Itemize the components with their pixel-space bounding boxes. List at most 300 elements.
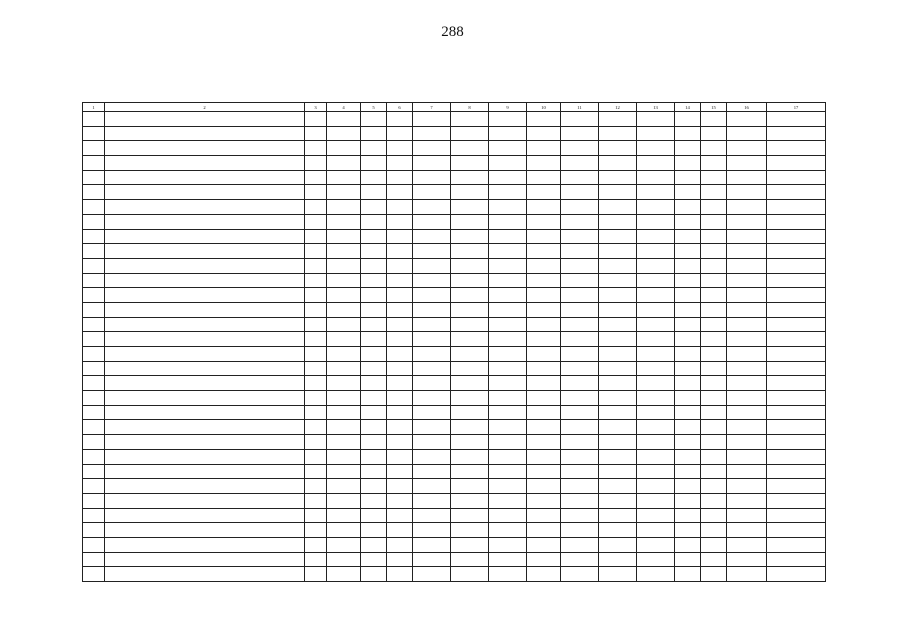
table-cell xyxy=(727,170,767,185)
table-cell xyxy=(83,361,105,376)
table-cell xyxy=(561,244,599,259)
table-cell xyxy=(489,288,527,303)
table-cell xyxy=(637,508,675,523)
table-cell xyxy=(387,126,413,141)
table-cell xyxy=(727,244,767,259)
table-cell xyxy=(83,508,105,523)
table-cell xyxy=(413,156,451,171)
table-cell xyxy=(701,479,727,494)
table-cell xyxy=(527,523,561,538)
table-cell xyxy=(387,376,413,391)
table-cell xyxy=(637,537,675,552)
table-cell xyxy=(637,347,675,362)
table-cell xyxy=(727,126,767,141)
table-cell xyxy=(361,126,387,141)
table-cell xyxy=(413,552,451,567)
table-cell xyxy=(727,405,767,420)
table-cell xyxy=(727,229,767,244)
table-cell xyxy=(527,376,561,391)
table-cell xyxy=(387,479,413,494)
table-cell xyxy=(361,273,387,288)
table-cell xyxy=(637,523,675,538)
table-row xyxy=(83,361,826,376)
table-cell xyxy=(599,567,637,582)
table-cell xyxy=(387,332,413,347)
table-cell xyxy=(305,302,327,317)
table-cell xyxy=(361,112,387,127)
table-cell xyxy=(675,200,701,215)
table-cell xyxy=(413,258,451,273)
table-cell xyxy=(413,185,451,200)
table-cell xyxy=(727,537,767,552)
table-cell xyxy=(83,435,105,450)
table-cell xyxy=(387,508,413,523)
table-cell xyxy=(701,537,727,552)
table-cell xyxy=(413,214,451,229)
table-cell xyxy=(413,347,451,362)
table-cell xyxy=(637,420,675,435)
table-cell xyxy=(527,332,561,347)
table-cell xyxy=(305,332,327,347)
table-cell xyxy=(727,156,767,171)
table-cell xyxy=(527,170,561,185)
table-cell xyxy=(361,420,387,435)
table-cell xyxy=(83,567,105,582)
table-cell xyxy=(727,449,767,464)
table-cell xyxy=(727,302,767,317)
table-cell xyxy=(675,464,701,479)
table-cell xyxy=(83,156,105,171)
table-cell xyxy=(83,552,105,567)
table-cell xyxy=(305,552,327,567)
table-cell xyxy=(387,112,413,127)
table-cell xyxy=(83,229,105,244)
table-cell xyxy=(413,435,451,450)
table-cell xyxy=(83,376,105,391)
table-cell xyxy=(599,170,637,185)
table-cell xyxy=(599,391,637,406)
table-cell xyxy=(489,567,527,582)
column-header: 15 xyxy=(701,103,727,112)
table-cell xyxy=(327,258,361,273)
table-cell xyxy=(105,405,305,420)
table-cell xyxy=(637,302,675,317)
table-cell xyxy=(451,288,489,303)
table-cell xyxy=(727,185,767,200)
table-cell xyxy=(675,567,701,582)
table-cell xyxy=(637,244,675,259)
table-cell xyxy=(767,273,826,288)
table-cell xyxy=(675,332,701,347)
table-cell xyxy=(561,391,599,406)
table-cell xyxy=(767,170,826,185)
table-cell xyxy=(387,361,413,376)
table-cell xyxy=(83,537,105,552)
table-cell xyxy=(767,493,826,508)
table-cell xyxy=(305,214,327,229)
table-cell xyxy=(561,141,599,156)
table-cell xyxy=(361,508,387,523)
table-cell xyxy=(305,288,327,303)
table-cell xyxy=(527,273,561,288)
table-cell xyxy=(327,449,361,464)
table-cell xyxy=(105,273,305,288)
table-cell xyxy=(599,537,637,552)
table-cell xyxy=(327,126,361,141)
table-cell xyxy=(413,376,451,391)
table-row xyxy=(83,376,826,391)
table-cell xyxy=(327,229,361,244)
table-cell xyxy=(327,112,361,127)
table-cell xyxy=(561,126,599,141)
table-row xyxy=(83,141,826,156)
table-row xyxy=(83,347,826,362)
table-cell xyxy=(599,435,637,450)
table-cell xyxy=(527,302,561,317)
column-header: 9 xyxy=(489,103,527,112)
table-cell xyxy=(527,200,561,215)
table-cell xyxy=(451,479,489,494)
table-cell xyxy=(305,273,327,288)
table-cell xyxy=(305,435,327,450)
table-cell xyxy=(675,126,701,141)
table-cell xyxy=(327,141,361,156)
table-cell xyxy=(727,567,767,582)
table-cell xyxy=(451,567,489,582)
table-cell xyxy=(727,273,767,288)
table-cell xyxy=(451,347,489,362)
table-cell xyxy=(599,317,637,332)
table-cell xyxy=(637,405,675,420)
table-cell xyxy=(599,332,637,347)
table-cell xyxy=(675,170,701,185)
table-cell xyxy=(489,214,527,229)
table-cell xyxy=(387,288,413,303)
table-cell xyxy=(305,361,327,376)
table-cell xyxy=(767,449,826,464)
table-cell xyxy=(105,126,305,141)
table-cell xyxy=(727,435,767,450)
table-cell xyxy=(83,185,105,200)
table-cell xyxy=(767,141,826,156)
table-cell xyxy=(105,302,305,317)
table-cell xyxy=(305,317,327,332)
table-cell xyxy=(387,200,413,215)
table-cell xyxy=(701,347,727,362)
table-cell xyxy=(599,244,637,259)
table-cell xyxy=(361,391,387,406)
table-cell xyxy=(105,391,305,406)
table-cell xyxy=(675,405,701,420)
table-cell xyxy=(361,361,387,376)
table-cell xyxy=(489,302,527,317)
table-cell xyxy=(767,112,826,127)
table-cell xyxy=(527,405,561,420)
table-row xyxy=(83,435,826,450)
table-cell xyxy=(451,258,489,273)
table-cell xyxy=(105,537,305,552)
table-cell xyxy=(305,537,327,552)
table-row xyxy=(83,126,826,141)
table-cell xyxy=(599,288,637,303)
column-header: 7 xyxy=(413,103,451,112)
table-cell xyxy=(489,126,527,141)
table-cell xyxy=(701,185,727,200)
table-cell xyxy=(451,537,489,552)
table-cell xyxy=(701,112,727,127)
table-cell xyxy=(599,449,637,464)
table-cell xyxy=(327,405,361,420)
table-cell xyxy=(327,361,361,376)
table-cell xyxy=(361,347,387,362)
table-cell xyxy=(527,508,561,523)
table-cell xyxy=(637,156,675,171)
table-cell xyxy=(489,141,527,156)
table-cell xyxy=(675,185,701,200)
table-cell xyxy=(701,302,727,317)
table-row xyxy=(83,479,826,494)
table-cell xyxy=(675,493,701,508)
table-cell xyxy=(387,567,413,582)
table-cell xyxy=(489,170,527,185)
table-row xyxy=(83,552,826,567)
table-cell xyxy=(361,156,387,171)
table-cell xyxy=(489,273,527,288)
table-cell xyxy=(727,361,767,376)
table-cell xyxy=(727,508,767,523)
table-cell xyxy=(727,552,767,567)
table-cell xyxy=(305,464,327,479)
table-cell xyxy=(489,376,527,391)
table-cell xyxy=(451,361,489,376)
table-cell xyxy=(305,170,327,185)
table-cell xyxy=(327,288,361,303)
table-cell xyxy=(105,508,305,523)
table-cell xyxy=(489,258,527,273)
table-cell xyxy=(305,523,327,538)
table-cell xyxy=(527,361,561,376)
table-cell xyxy=(637,200,675,215)
table-cell xyxy=(105,214,305,229)
table-cell xyxy=(599,156,637,171)
table-cell xyxy=(451,126,489,141)
table-cell xyxy=(561,302,599,317)
table-cell xyxy=(305,156,327,171)
table-cell xyxy=(727,332,767,347)
table-cell xyxy=(361,567,387,582)
table-cell xyxy=(489,449,527,464)
table-cell xyxy=(701,552,727,567)
table-cell xyxy=(327,273,361,288)
table-cell xyxy=(561,214,599,229)
table-cell xyxy=(327,214,361,229)
table-cell xyxy=(561,523,599,538)
table-cell xyxy=(451,449,489,464)
table-cell xyxy=(727,493,767,508)
table-cell xyxy=(327,508,361,523)
table-cell xyxy=(105,552,305,567)
table-cell xyxy=(361,523,387,538)
table-cell xyxy=(327,391,361,406)
table-cell xyxy=(83,449,105,464)
table-cell xyxy=(451,391,489,406)
table-cell xyxy=(413,141,451,156)
table-cell xyxy=(527,317,561,332)
table-cell xyxy=(489,361,527,376)
table-cell xyxy=(527,185,561,200)
table-cell xyxy=(489,317,527,332)
table-cell xyxy=(305,258,327,273)
table-cell xyxy=(451,214,489,229)
table-cell xyxy=(527,214,561,229)
table-cell xyxy=(361,317,387,332)
table-cell xyxy=(83,420,105,435)
table-cell xyxy=(451,523,489,538)
table-header-row xyxy=(83,103,826,112)
table-cell xyxy=(527,156,561,171)
table-cell xyxy=(387,273,413,288)
table-cell xyxy=(451,170,489,185)
table-cell xyxy=(561,493,599,508)
table-cell xyxy=(387,449,413,464)
table-cell xyxy=(527,258,561,273)
table-cell xyxy=(105,229,305,244)
table-cell xyxy=(327,552,361,567)
table-cell xyxy=(83,391,105,406)
data-table xyxy=(82,102,826,582)
table-cell xyxy=(327,435,361,450)
table-cell xyxy=(327,332,361,347)
table-cell xyxy=(489,464,527,479)
table-cell xyxy=(675,302,701,317)
table-cell xyxy=(767,126,826,141)
table-cell xyxy=(561,479,599,494)
table-cell xyxy=(83,479,105,494)
table-cell xyxy=(637,567,675,582)
table-cell xyxy=(675,258,701,273)
table-cell xyxy=(561,200,599,215)
table-cell xyxy=(327,244,361,259)
table-cell xyxy=(305,567,327,582)
table-cell xyxy=(767,420,826,435)
table-cell xyxy=(105,523,305,538)
table-cell xyxy=(387,170,413,185)
table-cell xyxy=(701,141,727,156)
table-cell xyxy=(361,464,387,479)
table-cell xyxy=(387,244,413,259)
table-cell xyxy=(561,376,599,391)
table-cell xyxy=(83,258,105,273)
table-cell xyxy=(361,288,387,303)
table-cell xyxy=(675,156,701,171)
table-cell xyxy=(105,258,305,273)
table-cell xyxy=(305,449,327,464)
table-cell xyxy=(489,479,527,494)
table-cell xyxy=(305,185,327,200)
table-cell xyxy=(327,567,361,582)
table-cell xyxy=(527,288,561,303)
table-cell xyxy=(413,449,451,464)
table-cell xyxy=(637,317,675,332)
table-cell xyxy=(413,229,451,244)
table-cell xyxy=(675,361,701,376)
table-row xyxy=(83,317,826,332)
table-cell xyxy=(305,200,327,215)
table-cell xyxy=(305,229,327,244)
table-row xyxy=(83,508,826,523)
table-cell xyxy=(599,258,637,273)
table-cell xyxy=(361,479,387,494)
column-header: 13 xyxy=(637,103,675,112)
table-cell xyxy=(105,332,305,347)
table-cell xyxy=(387,420,413,435)
table-cell xyxy=(413,273,451,288)
table-cell xyxy=(413,464,451,479)
table-cell xyxy=(701,332,727,347)
table-cell xyxy=(561,405,599,420)
table-cell xyxy=(767,552,826,567)
table-cell xyxy=(451,302,489,317)
table-cell xyxy=(599,126,637,141)
table-cell xyxy=(413,493,451,508)
table-cell xyxy=(561,185,599,200)
table-cell xyxy=(675,449,701,464)
table-cell xyxy=(413,302,451,317)
table-cell xyxy=(727,391,767,406)
table-row xyxy=(83,523,826,538)
table-cell xyxy=(599,112,637,127)
table-cell xyxy=(413,361,451,376)
table-cell xyxy=(105,288,305,303)
table-cell xyxy=(413,479,451,494)
table-cell xyxy=(675,288,701,303)
table-cell xyxy=(361,405,387,420)
table-cell xyxy=(83,493,105,508)
table-cell xyxy=(387,347,413,362)
table-cell xyxy=(305,112,327,127)
table-cell xyxy=(451,112,489,127)
table-cell xyxy=(675,214,701,229)
table-row xyxy=(83,170,826,185)
table-cell xyxy=(361,332,387,347)
table-cell xyxy=(527,229,561,244)
table-cell xyxy=(105,347,305,362)
table-cell xyxy=(561,332,599,347)
table-cell xyxy=(675,537,701,552)
table-cell xyxy=(527,567,561,582)
table-cell xyxy=(675,317,701,332)
table-cell xyxy=(413,200,451,215)
table-cell xyxy=(305,126,327,141)
table-cell xyxy=(701,317,727,332)
table-cell xyxy=(701,258,727,273)
table-cell xyxy=(675,435,701,450)
table-cell xyxy=(327,479,361,494)
table-cell xyxy=(489,405,527,420)
table-cell xyxy=(451,332,489,347)
column-header: 3 xyxy=(305,103,327,112)
table-cell xyxy=(413,112,451,127)
table-cell xyxy=(727,420,767,435)
table-cell xyxy=(701,376,727,391)
table-cell xyxy=(701,200,727,215)
column-header: 8 xyxy=(451,103,489,112)
table-cell xyxy=(105,493,305,508)
table-cell xyxy=(767,200,826,215)
table-cell xyxy=(701,214,727,229)
table-cell xyxy=(83,405,105,420)
table-row xyxy=(83,156,826,171)
